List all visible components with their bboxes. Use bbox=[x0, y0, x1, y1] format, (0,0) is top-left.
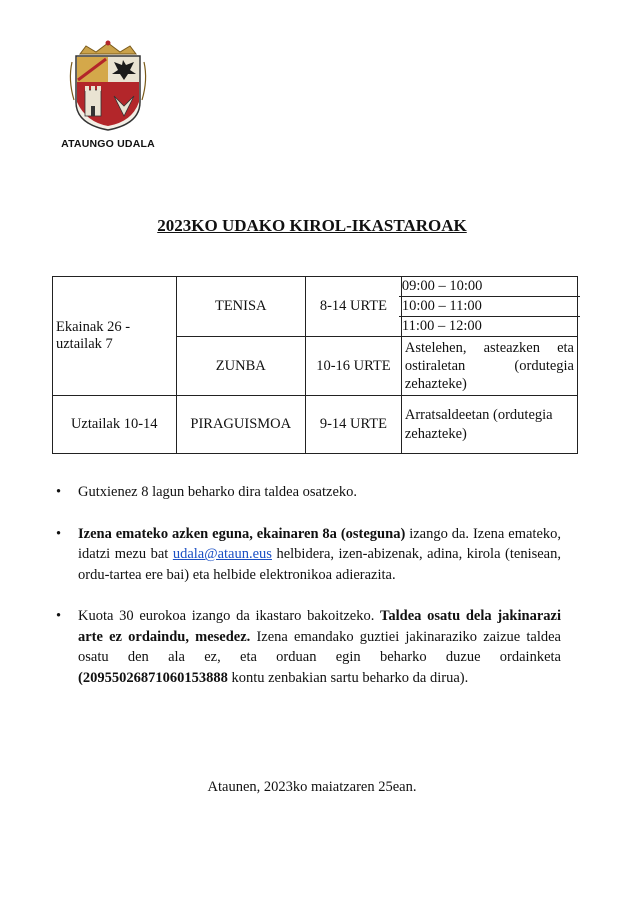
note-text: kontu zenbakian sartu beharko da dirua). bbox=[227, 669, 469, 686]
age-cell: 10-16 URTE bbox=[306, 337, 402, 396]
age-cell: 8-14 URTE bbox=[306, 277, 402, 337]
schedule-cell: Astelehen, asteazken eta ostiraletan (ordutegia zehazteke) bbox=[401, 337, 577, 396]
bullet: • bbox=[56, 525, 62, 542]
table-row bbox=[53, 396, 578, 454]
account-number: (20955026871060153888 bbox=[78, 669, 228, 686]
list-item bbox=[56, 606, 561, 688]
coat-of-arms-icon bbox=[66, 40, 150, 132]
list-item bbox=[56, 482, 561, 503]
note-text: Izena emandako guztiei jakinaraziko zaizue taldea osatu den ala ez, eta orduan egin beharko duzue ordainketa bbox=[78, 628, 561, 665]
time-slot: 09:00 – 10:00 bbox=[399, 277, 580, 297]
bullet: • bbox=[56, 484, 62, 500]
note-text: Gutxienez 8 lagun beharko dira taldea osatzeko. bbox=[78, 484, 358, 500]
municipal-logo bbox=[58, 40, 158, 150]
warning-text: Taldea osatu dela jakinarazi arte ez ordaindu, mesedez. bbox=[78, 608, 561, 645]
schedule-cell bbox=[401, 277, 577, 337]
note-text: Kuota 30 eurokoa izango da ikastaro bakoitzeko. bbox=[78, 608, 381, 624]
bullet: • bbox=[56, 608, 62, 624]
period-cell: Ekainak 26 - uztailak 7 bbox=[53, 277, 177, 396]
logo-caption: ATAUNGO UDALA bbox=[61, 138, 155, 150]
note-text: helbidera, izen-abizenak, adina, kirola (tenisean, ordu-tartea ere bai) eta helbide elektronikoa adierazita. bbox=[78, 546, 561, 583]
email-link[interactable]: udala@ataun.eus bbox=[172, 546, 272, 562]
deadline-text: Izena emateko azken eguna, ekainaren 8a (osteguna) bbox=[78, 525, 406, 542]
sport-cell: ZUNBA bbox=[176, 337, 306, 396]
table-row bbox=[53, 277, 578, 337]
period-cell: Uztailak 10-14 bbox=[53, 396, 177, 454]
page-title: 2023KO UDAKO KIROL-IKASTAROAK bbox=[157, 216, 467, 235]
list-item bbox=[56, 524, 561, 586]
time-slot: 11:00 – 12:00 bbox=[401, 318, 482, 334]
schedule-table bbox=[52, 276, 578, 454]
place-date: Ataunen, 2023ko maiatzaren 25ean. bbox=[207, 779, 417, 795]
schedule-cell: Arratsaldeetan (ordutegia zehazteke) bbox=[401, 396, 577, 454]
note-text: izango da. Izena emateko, idatzi mezu bat bbox=[78, 525, 561, 562]
age-cell: 9-14 URTE bbox=[306, 396, 402, 454]
notes-list bbox=[56, 482, 561, 709]
sport-cell: TENISA bbox=[176, 277, 306, 337]
time-slot: 10:00 – 11:00 bbox=[399, 297, 580, 317]
sport-cell: PIRAGUISMOA bbox=[176, 396, 306, 454]
